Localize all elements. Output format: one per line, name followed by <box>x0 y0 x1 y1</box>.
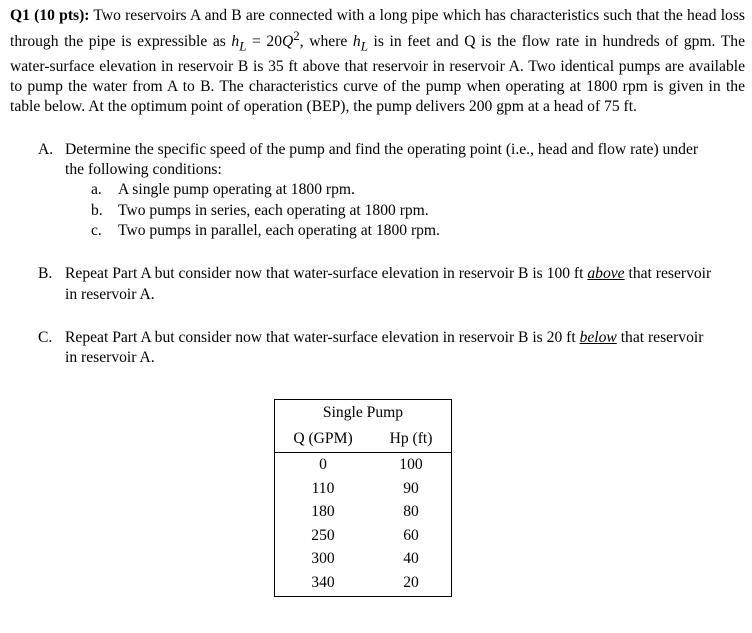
sub-item-label: b. <box>91 201 103 219</box>
part-b-emphasis: above <box>587 265 625 283</box>
sub-item <box>65 221 719 241</box>
part-a-label: A. <box>38 140 54 158</box>
cell-q: 0 <box>319 456 327 473</box>
sub-item-text: Two pumps in series, each operating at 1800 rpm. <box>118 201 429 219</box>
sub-item <box>65 201 719 221</box>
sub-item <box>65 180 719 200</box>
pump-curve-table <box>274 399 452 597</box>
eq-exp: 2 <box>293 28 300 44</box>
part-a-text: Determine the specific speed of the pump and find the operating point (i.e., head and flow rate) under the following conditions: <box>65 140 699 179</box>
cell-q: 340 <box>311 573 335 591</box>
cell-h: 100 <box>399 456 423 473</box>
part-c <box>10 328 745 369</box>
question-heading: Q1 (10 pts): <box>10 7 90 24</box>
eq-hl-2-sub: L <box>360 38 368 54</box>
eq-hl: h <box>231 33 240 51</box>
part-c-text-1: Repeat Part A but consider now that water-surface elevation in reservoir B is 20 ft <box>65 328 580 346</box>
cell-h: 90 <box>403 479 419 497</box>
cell-q: 250 <box>311 526 335 544</box>
eq-q: Q <box>282 33 294 51</box>
intro-text-1: Two reservoirs A and B are connected with a long pipe which has characteristics such that the head loss through the pipe is expressible as <box>10 7 745 51</box>
sub-item-text: Two pumps in parallel, each operating at 1800 rpm. <box>118 221 440 239</box>
intro-text-2: , where <box>299 33 353 51</box>
cell-q: 300 <box>311 550 335 567</box>
cell-h: 80 <box>403 503 419 520</box>
part-c-text-2: that reservoir in reservoir A. <box>65 328 704 367</box>
part-b-label: B. <box>38 265 53 283</box>
question-parts <box>10 140 745 369</box>
part-c-emphasis: below <box>579 328 617 346</box>
cell-q: 180 <box>311 503 335 520</box>
sub-item-label: a. <box>91 181 102 199</box>
intro-text-3: is in feet and Q is the flow rate in hundreds of gpm. The water-surface elevation in reservoir B is 35 ft above that reservoir in reservoir A. Two identical pumps are available to pump the water from A to B. The characteristics curve of the pump when operating at 1800 rpm is given in the table below. At the optimum point of operation (BEP), the pump delivers 200 gpm at a head of 75 ft. <box>10 33 745 116</box>
sub-item-label: c. <box>91 221 102 239</box>
eq-hl-sub: L <box>239 38 247 54</box>
cell-h: 20 <box>403 573 419 591</box>
cell-q: 110 <box>311 479 335 497</box>
question-intro <box>10 6 745 118</box>
column-header-h: Hp (ft) <box>389 430 433 447</box>
part-b-text-2: that reservoir in reservoir A. <box>65 265 712 303</box>
table-divider <box>275 452 451 453</box>
part-b-text-1: Repeat Part A but consider now that water-surface elevation in reservoir B is 100 ft <box>65 265 588 283</box>
cell-h: 60 <box>403 526 419 544</box>
column-header-q: Q (GPM) <box>293 430 353 447</box>
eq-mid: = 20 <box>246 33 282 51</box>
part-b <box>10 264 745 305</box>
sub-item-text: A single pump operating at 1800 rpm. <box>118 181 355 199</box>
table-title: Single Pump <box>322 404 404 421</box>
eq-hl-2: h <box>352 33 361 51</box>
part-c-label: C. <box>38 328 53 346</box>
part-a <box>10 140 745 241</box>
cell-h: 40 <box>403 550 419 567</box>
document-page <box>10 6 745 391</box>
